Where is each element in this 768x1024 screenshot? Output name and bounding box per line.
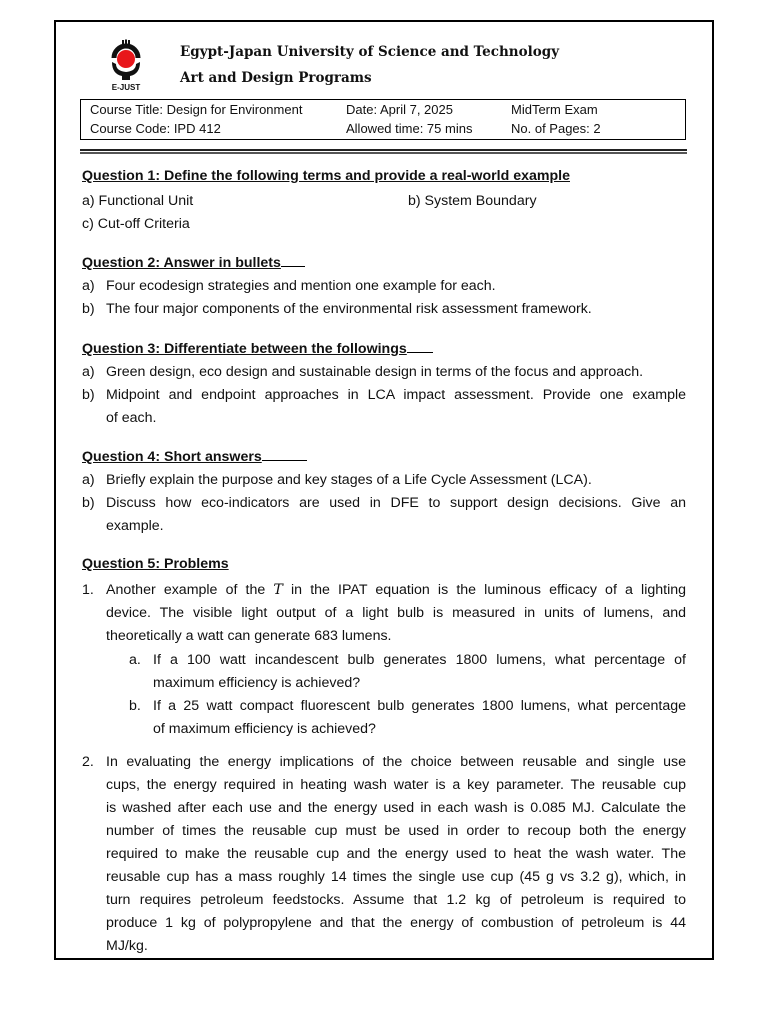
question-1-item-b: b) System Boundary (408, 193, 537, 209)
question-5-title: Question 5: Problems (82, 556, 229, 572)
allowed-time: Allowed time: 75 mins (346, 121, 473, 136)
university-name: Egypt-Japan University of Science and Technology (180, 44, 560, 60)
ipat-t-variable: T (273, 582, 283, 598)
course-title: Course Title: Design for Environment (90, 102, 303, 117)
course-info-table (80, 99, 686, 140)
question-1-item-c: c) Cut-off Criteria (82, 216, 190, 232)
page-count: No. of Pages: 2 (511, 121, 601, 136)
header-divider (80, 149, 687, 154)
university-logo (108, 38, 144, 92)
title-underline-extension (407, 336, 433, 353)
problem-1-line-1: Another example of the T in the IPAT equation is the luminous efficacy of a lighting (106, 582, 687, 598)
question-2-title: Question 2: Answer in bullets (82, 255, 281, 271)
question-4-title: Question 4: Short answers (82, 449, 262, 465)
program-name: Art and Design Programs (180, 70, 372, 86)
exam-date: Date: April 7, 2025 (346, 102, 453, 117)
question-1-title: Question 1: Define the following terms and provide a real-world example (82, 168, 570, 184)
svg-text:E-JUST: E-JUST (111, 83, 141, 92)
title-underline-extension (281, 250, 305, 267)
title-underline-extension (262, 444, 307, 461)
ejust-logo-icon (108, 38, 144, 92)
exam-type: MidTerm Exam (511, 102, 598, 117)
question-1-item-a: a) Functional Unit (82, 193, 194, 209)
header (100, 38, 660, 94)
question-3-title: Question 3: Differentiate between the followings (82, 341, 407, 357)
course-code: Course Code: IPD 412 (90, 121, 221, 136)
